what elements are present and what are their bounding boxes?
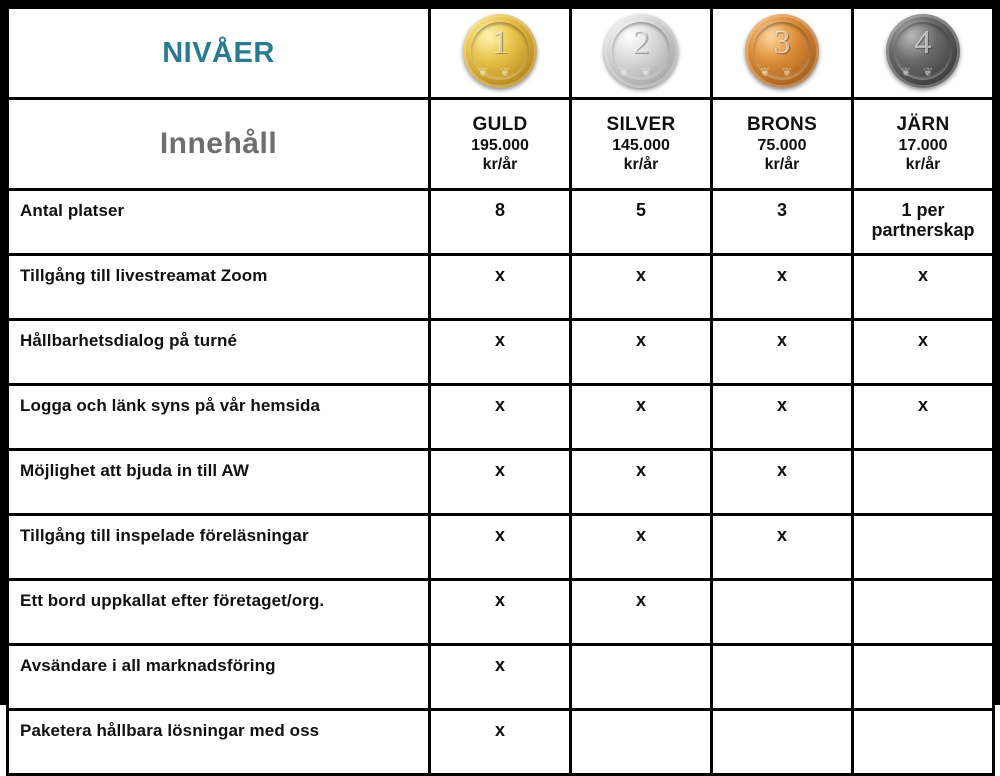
gold-medal-icon <box>463 14 537 88</box>
tier-value <box>713 646 851 708</box>
tier-value: x <box>431 321 569 383</box>
medal-number: 1 <box>491 23 509 61</box>
tier-iron <box>854 100 992 188</box>
tier-comparison-table <box>6 6 995 776</box>
tier-value: x <box>713 516 851 578</box>
tier-value <box>854 581 992 643</box>
tier-value <box>854 646 992 708</box>
tier-value: 8 <box>431 191 569 253</box>
tier-value: x <box>572 386 710 448</box>
tier-value: x <box>854 386 992 448</box>
tier-value <box>713 581 851 643</box>
feature-label: Avsändare i all marknadsföring <box>9 646 428 708</box>
feature-label: Ett bord uppkallat efter företaget/org. <box>9 581 428 643</box>
medal-cell-3 <box>713 9 851 97</box>
tier-value: x <box>572 256 710 318</box>
levels-title: NIVÅER <box>9 9 428 97</box>
tier-value: x <box>431 451 569 513</box>
laurel-icon: ❦❦ <box>759 64 805 79</box>
tier-value: x <box>431 516 569 578</box>
tier-value <box>572 711 710 773</box>
feature-label: Paketera hållbara lösningar med oss <box>9 711 428 773</box>
tier-unit: kr/år <box>623 156 659 173</box>
feature-label: Logga och länk syns på vår hemsida <box>9 386 428 448</box>
medal-row <box>9 9 992 97</box>
table-row <box>9 711 992 773</box>
tier-price: 195.000 <box>471 137 529 154</box>
tier-price: 145.000 <box>612 137 670 154</box>
tier-value <box>854 451 992 513</box>
medal-cell-1 <box>431 9 569 97</box>
table-row <box>9 386 992 448</box>
tier-value: 5 <box>572 191 710 253</box>
feature-label: Tillgång till inspelade föreläsningar <box>9 516 428 578</box>
tier-value <box>854 516 992 578</box>
table-row <box>9 191 992 253</box>
iron-medal-icon <box>886 14 960 88</box>
tier-value: x <box>431 646 569 708</box>
tier-name: GULD <box>472 114 528 135</box>
tier-value: 1 per partnerskap <box>854 191 992 253</box>
feature-label: Möjlighet att bjuda in till AW <box>9 451 428 513</box>
tier-value: x <box>572 516 710 578</box>
laurel-icon: ❦❦ <box>900 64 946 79</box>
tier-value: x <box>572 581 710 643</box>
tier-value: x <box>431 581 569 643</box>
table-row <box>9 646 992 708</box>
tier-value: x <box>431 711 569 773</box>
content-title: Innehåll <box>9 100 428 188</box>
medal-cell-4 <box>854 9 992 97</box>
tier-value <box>572 646 710 708</box>
tier-value: x <box>431 386 569 448</box>
table-row <box>9 581 992 643</box>
feature-label: Hållbarhetsdialog på turné <box>9 321 428 383</box>
tier-value: x <box>713 321 851 383</box>
medal-cell-2 <box>572 9 710 97</box>
laurel-icon: ❦❦ <box>618 64 664 79</box>
tier-unit: kr/år <box>905 156 941 173</box>
tier-value: x <box>713 451 851 513</box>
tier-price: 75.000 <box>757 137 807 154</box>
tier-value: x <box>431 256 569 318</box>
tier-name: JÄRN <box>896 114 950 135</box>
feature-label: Antal platser <box>9 191 428 253</box>
medal-number: 4 <box>914 23 932 61</box>
tier-unit: kr/år <box>764 156 800 173</box>
tier-value: x <box>713 386 851 448</box>
tier-gold <box>431 100 569 188</box>
feature-label: Tillgång till livestreamat Zoom <box>9 256 428 318</box>
laurel-icon: ❦❦ <box>477 64 523 79</box>
medal-number: 2 <box>632 23 650 61</box>
tier-silver <box>572 100 710 188</box>
tier-value <box>854 711 992 773</box>
table-row <box>9 256 992 318</box>
tier-value <box>713 711 851 773</box>
table-row <box>9 451 992 513</box>
tier-value: x <box>572 451 710 513</box>
tier-value: x <box>854 321 992 383</box>
tier-value: x <box>572 321 710 383</box>
bronze-medal-icon <box>745 14 819 88</box>
table-row <box>9 516 992 578</box>
tier-price: 17.000 <box>898 137 948 154</box>
tier-name: BRONS <box>746 114 818 135</box>
silver-medal-icon <box>604 14 678 88</box>
tier-value: 3 <box>713 191 851 253</box>
tier-value: x <box>713 256 851 318</box>
tier-unit: kr/år <box>482 156 518 173</box>
tier-name-row <box>9 100 992 188</box>
medal-number: 3 <box>773 23 791 61</box>
tier-name: SILVER <box>606 114 676 135</box>
tier-value: x <box>854 256 992 318</box>
tier-bronze <box>713 100 851 188</box>
table-row <box>9 321 992 383</box>
